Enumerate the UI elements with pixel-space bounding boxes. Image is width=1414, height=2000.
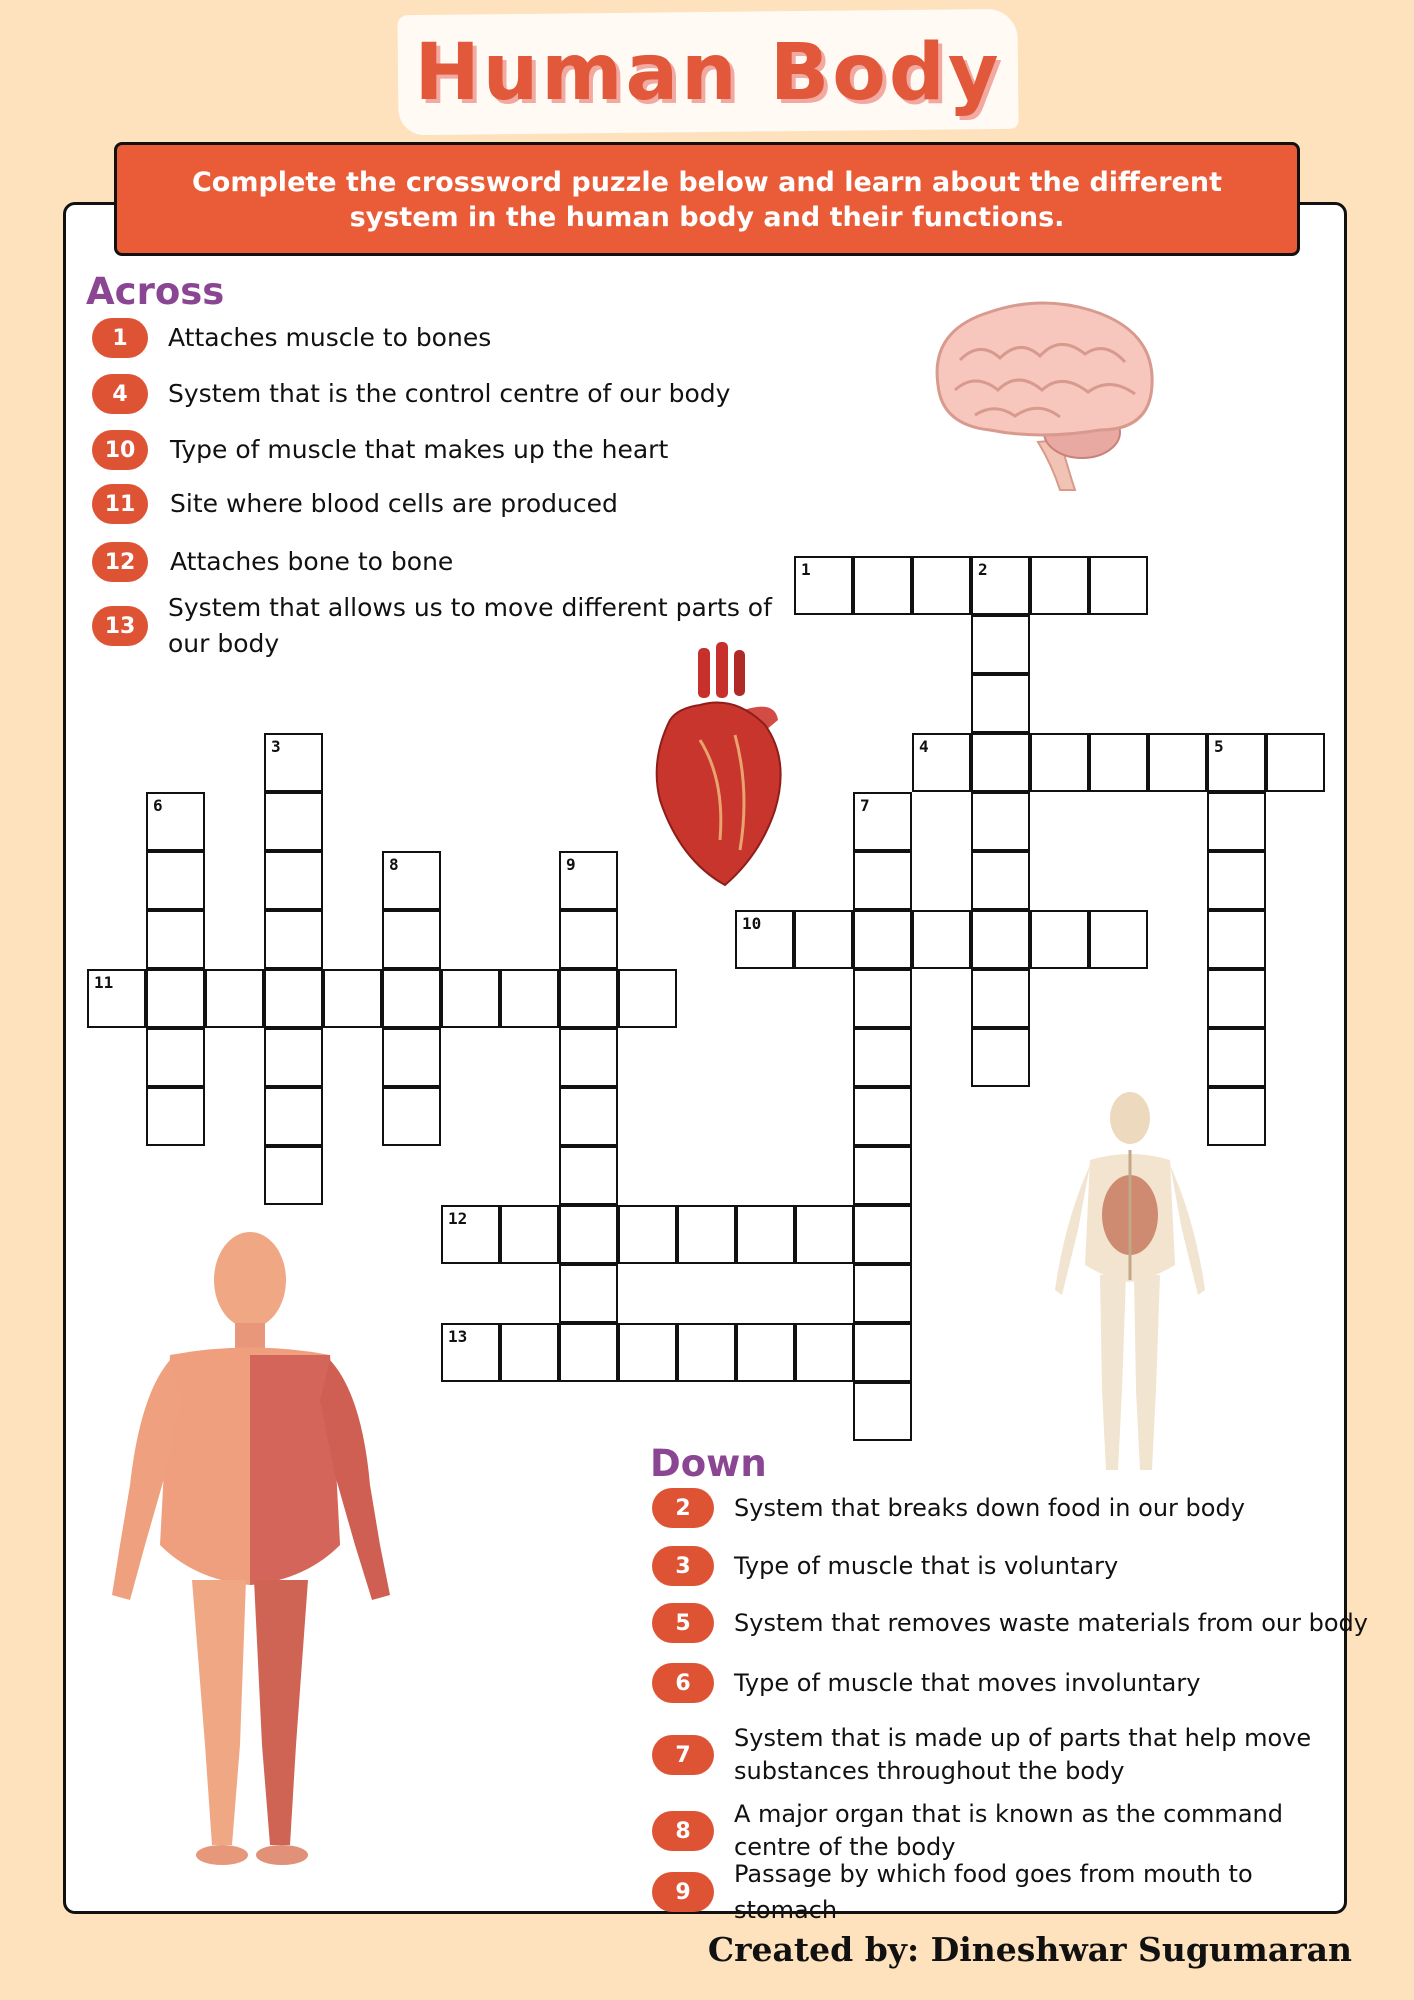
- grid-cell[interactable]: [971, 792, 1030, 851]
- grid-cell[interactable]: [264, 851, 323, 910]
- instructions-banner: Complete the crossword puzzle below and learn about the different system in the human body and their functions.: [114, 142, 1300, 256]
- muscular-body-illustration: [100, 1225, 400, 1895]
- grid-cell[interactable]: [853, 1323, 912, 1382]
- clue-number-badge: 11: [92, 484, 148, 524]
- grid-cell[interactable]: [382, 910, 441, 969]
- grid-cell[interactable]: [971, 615, 1030, 674]
- grid-cell[interactable]: [853, 792, 912, 851]
- grid-cell[interactable]: [1207, 1028, 1266, 1087]
- down-clue-2: [652, 1488, 1245, 1528]
- across-clue-4: [92, 374, 730, 414]
- cell-number: 3: [271, 737, 281, 756]
- grid-cell[interactable]: [971, 674, 1030, 733]
- across-heading: Across: [86, 270, 225, 313]
- clue-text: Type of muscle that moves involuntary: [734, 1669, 1201, 1697]
- grid-cell[interactable]: [146, 851, 205, 910]
- clue-number-badge: 12: [92, 542, 148, 582]
- grid-cell[interactable]: [441, 1323, 500, 1382]
- grid-cell[interactable]: [1207, 1087, 1266, 1146]
- grid-cell[interactable]: [677, 1205, 736, 1264]
- grid-cell[interactable]: [853, 1382, 912, 1441]
- grid-cell[interactable]: [382, 851, 441, 910]
- grid-cell[interactable]: [146, 1087, 205, 1146]
- cell-number: 8: [389, 855, 399, 874]
- grid-cell[interactable]: [618, 1205, 677, 1264]
- grid-cell[interactable]: [559, 851, 618, 910]
- cell-number: 7: [860, 796, 870, 815]
- grid-cell[interactable]: [853, 851, 912, 910]
- cell-number: 4: [919, 737, 929, 756]
- grid-cell[interactable]: [735, 910, 794, 969]
- grid-cell[interactable]: [853, 1264, 912, 1323]
- skeleton-body-illustration: [1020, 1090, 1240, 1490]
- clue-text: System that is the control centre of our body: [168, 379, 731, 408]
- clue-text: Attaches bone to bone: [170, 547, 454, 576]
- cell-number: 2: [978, 560, 988, 579]
- cell-number: 1: [801, 560, 811, 579]
- clue-text: Type of muscle that is voluntary: [734, 1552, 1119, 1580]
- grid-cell[interactable]: [912, 910, 971, 969]
- clue-text: System that removes waste materials from our body: [734, 1609, 1368, 1637]
- grid-cell[interactable]: [736, 1205, 795, 1264]
- clue-text: A major organ that is known as the command centre of the body: [734, 1800, 1283, 1861]
- grid-cell[interactable]: [559, 1323, 618, 1382]
- grid-cell[interactable]: [795, 1205, 854, 1264]
- down-clue-3: [652, 1546, 1118, 1586]
- grid-cell[interactable]: [1089, 910, 1148, 969]
- clue-text: System that breaks down food in our body: [734, 1494, 1245, 1522]
- grid-cell[interactable]: [853, 969, 912, 1028]
- grid-cell[interactable]: [794, 910, 853, 969]
- clue-text: Site where blood cells are produced: [170, 489, 618, 518]
- grid-cell[interactable]: [1207, 733, 1266, 792]
- grid-cell[interactable]: [853, 1205, 912, 1264]
- grid-cell[interactable]: [677, 1323, 736, 1382]
- credit-line: Created by: Dineshwar Sugumaran: [707, 1930, 1352, 1969]
- clue-number-badge: 5: [652, 1603, 714, 1643]
- grid-cell[interactable]: [853, 910, 912, 969]
- grid-cell[interactable]: [971, 1028, 1030, 1087]
- grid-cell[interactable]: [559, 969, 618, 1028]
- down-clue-7: [652, 1722, 1342, 1788]
- grid-cell[interactable]: [853, 556, 912, 615]
- grid-cell[interactable]: [618, 969, 677, 1028]
- heart-illustration: [640, 640, 790, 890]
- grid-cell[interactable]: [146, 969, 205, 1028]
- grid-cell[interactable]: [441, 969, 500, 1028]
- clue-number-badge: 8: [652, 1811, 714, 1851]
- grid-cell[interactable]: [1089, 733, 1148, 792]
- grid-cell[interactable]: [794, 556, 853, 615]
- grid-cell[interactable]: [1207, 792, 1266, 851]
- across-clue-12: [92, 542, 453, 582]
- grid-cell[interactable]: [87, 969, 146, 1028]
- grid-cell[interactable]: [1030, 910, 1089, 969]
- grid-cell[interactable]: [1148, 733, 1207, 792]
- grid-cell[interactable]: [971, 910, 1030, 969]
- grid-cell[interactable]: [971, 556, 1030, 615]
- grid-cell[interactable]: [559, 1087, 618, 1146]
- clue-text: Passage by which food goes from mouth to stomach: [734, 1860, 1253, 1924]
- grid-cell[interactable]: [853, 1146, 912, 1205]
- grid-cell[interactable]: [1030, 556, 1089, 615]
- across-clue-11: [92, 484, 618, 524]
- down-clue-9: [652, 1856, 1352, 1928]
- grid-cell[interactable]: [971, 969, 1030, 1028]
- clue-number-badge: 2: [652, 1488, 714, 1528]
- down-heading: Down: [650, 1442, 767, 1485]
- clue-text: System that is made up of parts that help move substances throughout the body: [734, 1724, 1312, 1785]
- grid-cell[interactable]: [500, 969, 559, 1028]
- cell-number: 11: [94, 973, 114, 992]
- grid-cell[interactable]: [618, 1323, 677, 1382]
- clue-number-badge: 10: [92, 430, 148, 470]
- clue-number-badge: 7: [652, 1735, 714, 1775]
- grid-cell[interactable]: [736, 1323, 795, 1382]
- grid-cell[interactable]: [146, 792, 205, 851]
- down-clue-8: [652, 1798, 1342, 1864]
- clue-number-badge: 13: [92, 606, 148, 646]
- grid-cell[interactable]: [500, 1205, 559, 1264]
- grid-cell[interactable]: [264, 969, 323, 1028]
- down-clue-5: [652, 1603, 1368, 1643]
- grid-cell[interactable]: [795, 1323, 854, 1382]
- grid-cell[interactable]: [1207, 969, 1266, 1028]
- grid-cell[interactable]: [559, 1146, 618, 1205]
- page-title: Human Body: [414, 28, 1002, 118]
- grid-cell[interactable]: [264, 1146, 323, 1205]
- grid-cell[interactable]: [264, 910, 323, 969]
- grid-cell[interactable]: [323, 969, 382, 1028]
- grid-cell[interactable]: [382, 1028, 441, 1087]
- grid-cell[interactable]: [912, 733, 971, 792]
- grid-cell[interactable]: [500, 1323, 559, 1382]
- cell-number: 9: [566, 855, 576, 874]
- grid-cell[interactable]: [971, 733, 1030, 792]
- grid-cell[interactable]: [146, 1028, 205, 1087]
- grid-cell[interactable]: [971, 851, 1030, 910]
- brain-illustration: [920, 290, 1170, 500]
- grid-cell[interactable]: [1030, 733, 1089, 792]
- grid-cell[interactable]: [559, 1205, 618, 1264]
- cell-number: 5: [1214, 737, 1224, 756]
- clue-text: System that allows us to move different parts of our body: [168, 593, 772, 658]
- grid-cell[interactable]: [912, 556, 971, 615]
- grid-cell[interactable]: [205, 969, 264, 1028]
- cell-number: 6: [153, 796, 163, 815]
- cell-number: 12: [448, 1209, 468, 1228]
- grid-cell[interactable]: [1266, 733, 1325, 792]
- clue-text: Attaches muscle to bones: [168, 323, 492, 352]
- clue-text: Type of muscle that makes up the heart: [170, 435, 669, 464]
- grid-cell[interactable]: [146, 910, 205, 969]
- grid-cell[interactable]: [264, 1087, 323, 1146]
- grid-cell[interactable]: [264, 733, 323, 792]
- grid-cell[interactable]: [853, 1028, 912, 1087]
- grid-cell[interactable]: [382, 1087, 441, 1146]
- cell-number: 13: [448, 1327, 468, 1346]
- down-clue-6: [652, 1663, 1200, 1703]
- clue-number-badge: 9: [652, 1872, 714, 1912]
- grid-cell[interactable]: [559, 910, 618, 969]
- grid-cell[interactable]: [853, 1087, 912, 1146]
- grid-cell[interactable]: [1207, 910, 1266, 969]
- grid-cell[interactable]: [559, 1264, 618, 1323]
- grid-cell[interactable]: [264, 1028, 323, 1087]
- cell-number: 10: [742, 914, 762, 933]
- clue-number-badge: 1: [92, 318, 148, 358]
- grid-cell[interactable]: [264, 792, 323, 851]
- clue-number-badge: 6: [652, 1663, 714, 1703]
- grid-cell[interactable]: [441, 1205, 500, 1264]
- across-clue-1: [92, 318, 491, 358]
- grid-cell[interactable]: [1207, 851, 1266, 910]
- clue-number-badge: 4: [92, 374, 148, 414]
- grid-cell[interactable]: [559, 1028, 618, 1087]
- grid-cell[interactable]: [382, 969, 441, 1028]
- across-clue-10: [92, 430, 668, 470]
- grid-cell[interactable]: [1089, 556, 1148, 615]
- clue-number-badge: 3: [652, 1546, 714, 1586]
